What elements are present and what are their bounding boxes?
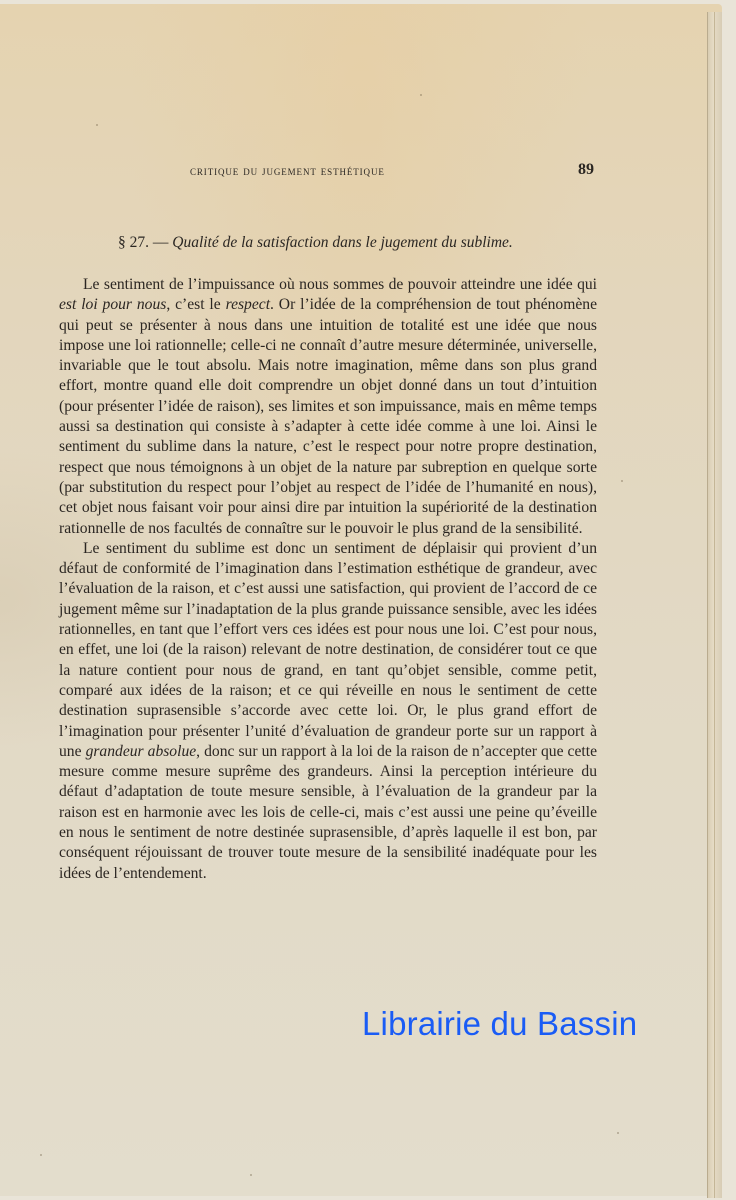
paper-speck <box>617 1132 619 1134</box>
paper-speck <box>420 94 422 96</box>
page-number: 89 <box>578 161 594 178</box>
section-number: § 27. — <box>118 234 173 251</box>
emphasized-text: est loi pour nous <box>59 296 167 314</box>
paragraph <box>59 275 597 539</box>
emphasized-text: grandeur absolue <box>85 742 197 760</box>
running-title: critique du jugement esthétique <box>190 164 385 178</box>
text-run: Le sentiment du sublime est donc un sentiment de déplaisir qui provient d’un défaut de conformité de l’imagination dans l’estimation esthétique de grandeur, avec l’évaluation de la raison, et c’est aussi une satisfaction, qui provient de l’accord de ce jugement même sur l’inadaptation de la plus grande puissance sensible, avec les idées rationnelles, en tant que l’effort vers ces idées est pour nous une loi. C’est pour nous, en effet, une loi (de la raison) relevant de notre destination, de considérer tout ce que la nature contient pour nous de grand, en tant qu’objet sensible, comme petit, comparé aux idées de la raison; et ce qui réveille en nous le sentiment de cette destination suprasensible s’accorde avec cette loi. Or, le plus grand effort de l’imagination pour présenter l’unité d’évaluation de grandeur porte sur un rapport à une <box>59 539 597 760</box>
running-head <box>190 161 594 181</box>
emphasized-text: respect <box>225 296 271 314</box>
paper-speck <box>40 1154 42 1156</box>
text-run: , c’est le <box>166 296 226 314</box>
page-edge-stack <box>707 12 722 1198</box>
text-run: . Or l’idée de la compréhension de tout phénomène qui peut se présenter à nous dans une intuition de totalité est une idée que nous impose une loi rationnelle; celle-ci ne connaît d’autre mesure déterminée, universelle, invariable que le tout absolu. Mais notre imagination, même dans son plus grand effort, montre quand elle doit comprendre un objet donné dans un tout d’intuition (pour présenter l’idée de raison), ses limites et son impuissance, mais en même temps aussi sa destination qui consiste à s’adapter à cette idée comme à une loi. Ainsi le sentiment du sublime dans la nature, c’est le respect pour notre propre destination, respect que nous témoignons à un objet de la nature par subreption en quelque sorte (par substitution du respect pour l’objet au respect de l’idée de l’humanité en nous), cet objet nous faisant voir pour ainsi dire par intuition la supériorité de la destination rationnelle de nos facultés de connaître sur le pouvoir le plus grand de la sensibilité. <box>59 296 597 537</box>
section-title: Qualité de la satisfaction dans le jugement du sublime. <box>172 234 513 251</box>
section-heading <box>118 234 513 252</box>
text-run: Le sentiment de l’impuissance où nous sommes de pouvoir atteindre une idée qui <box>83 276 597 293</box>
paper-speck <box>250 1174 252 1176</box>
paragraph <box>59 539 597 884</box>
paper-speck <box>96 124 98 126</box>
watermark-librairie-du-bassin: Librairie du Bassin <box>362 1005 638 1042</box>
body-text <box>59 275 597 884</box>
text-run: , donc sur un rapport à la loi de la raison de n’accepter que cette mesure comme mesure suprême des grandeurs. Ainsi la perception intérieure du défaut d’adaptation de toute mesure sensible, à l’évaluation de la grandeur par la raison est en harmonie avec les lois de celle-ci, mais c’est aussi une peine qu’éveille en nous le sentiment de notre destinée suprasensible, d’après laquelle il est bon, par conséquent réjouissant de trouver toute mesure de la sensibilité inadéquate pour les idées de l’entendement. <box>59 742 597 882</box>
paper-speck <box>621 480 623 482</box>
book-page <box>0 4 722 1196</box>
